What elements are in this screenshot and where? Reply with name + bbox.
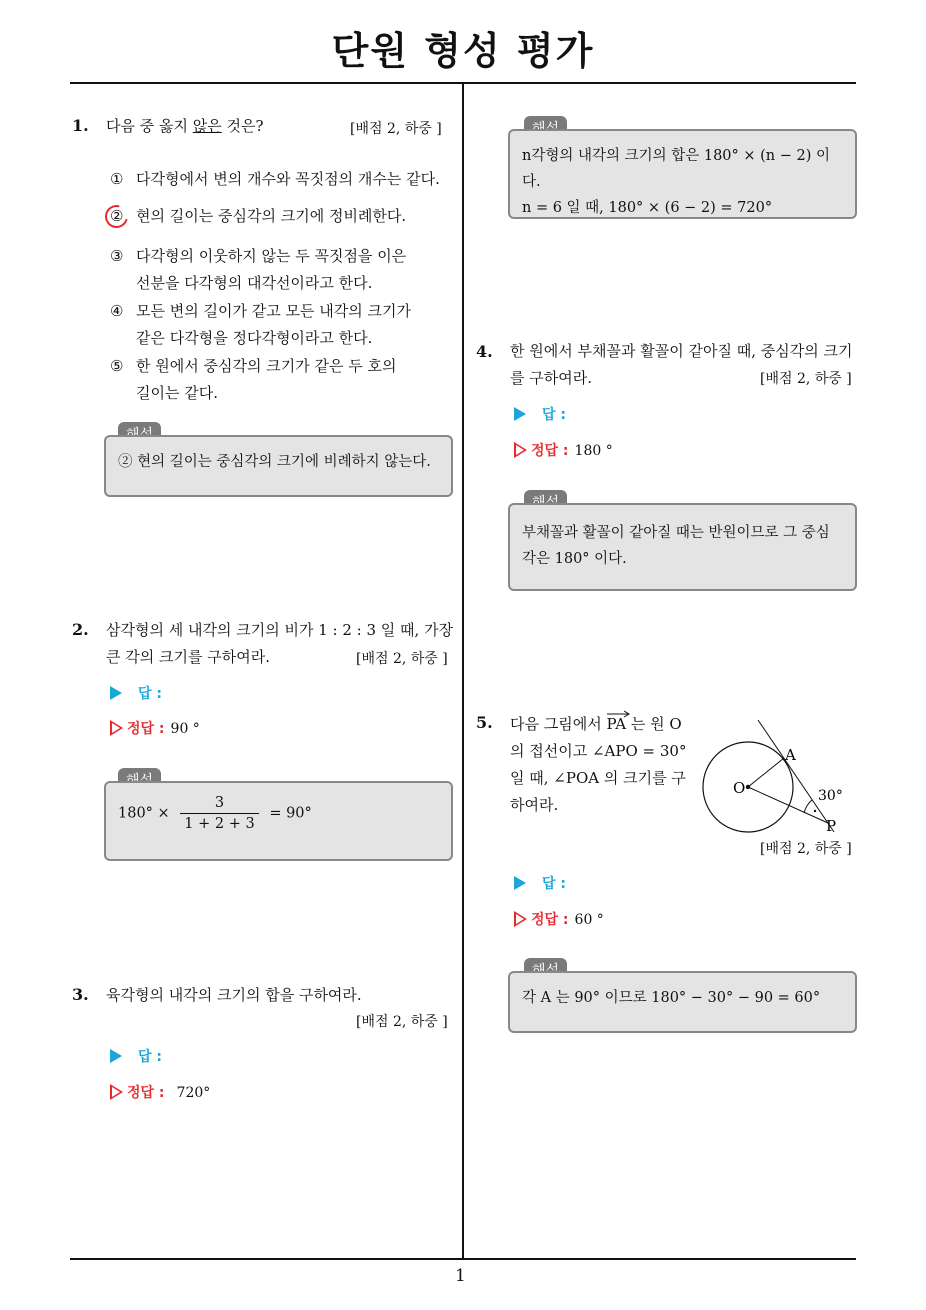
option-2[interactable]: ② 현의 길이는 중심각의 크기에 정비례한다. xyxy=(110,207,407,225)
vector-pa: PA xyxy=(606,715,627,733)
tangent-line xyxy=(758,720,834,832)
option-4[interactable]: ④ 모든 변의 길이가 같고 모든 내각의 크기가 같은 다각형을 정다각형이라고 한다. xyxy=(110,302,411,347)
question-text: 육각형의 내각의 크기의 합을 구하여라. xyxy=(106,986,362,1004)
angle-arc xyxy=(804,800,812,813)
correct-answer: 정답 : 180 ° xyxy=(514,440,613,460)
answer-input-label[interactable]: 답 : xyxy=(110,683,162,703)
explanation-box: 부채꼴과 활꼴이 같아질 때는 반원이므로 그 중심 각은 180° 이다. xyxy=(508,503,857,591)
label-a: A xyxy=(785,746,796,764)
fraction: $\frac{3}{1 + 2 + 3}$ xyxy=(180,793,258,834)
outline-triangle-icon xyxy=(514,442,527,458)
play-icon xyxy=(110,686,122,700)
question-number: 5. xyxy=(476,713,493,732)
page-number: 1 xyxy=(455,1266,466,1286)
vector-arrow-icon xyxy=(606,710,630,718)
answer-input-label[interactable]: 답 : xyxy=(514,873,566,893)
score-label: [배점 2, 하중 ] xyxy=(760,841,852,857)
question-text: 다음 그림에서 PA 는 원 O 의 접선이고 ∠APO = 30° 일 때, ∠POA 의 크기를 구 하여라. xyxy=(510,711,686,819)
explanation-box: ② 현의 길이는 중심각의 크기에 비례하지 않는다. xyxy=(104,435,453,497)
score-label: [배점 2, 하중 ] xyxy=(356,651,448,667)
answer-input-label[interactable]: 답 : xyxy=(514,404,566,424)
question-number: 1. xyxy=(72,116,89,135)
option-3[interactable]: ③ 다각형의 이웃하지 않는 두 꼭짓점을 이은 선분을 다각형의 대각선이라고 한다. xyxy=(110,247,407,292)
outline-triangle-icon xyxy=(514,911,527,927)
score-label: [배점 2, 하중 ] xyxy=(350,121,442,137)
center-point xyxy=(746,785,750,789)
question-number: 4. xyxy=(476,342,493,361)
outline-triangle-icon xyxy=(110,1084,123,1100)
question-number: 3. xyxy=(72,985,89,1004)
option-5[interactable]: ⑤ 한 원에서 중심각의 크기가 같은 두 호의 길이는 같다. xyxy=(110,357,397,402)
correct-answer: 정답 : 720° xyxy=(110,1082,210,1102)
explanation-box: n각형의 내각의 크기의 합은 180° × (n − 2) 이다. n = 6 일 때, 180° × (6 − 2) = 720° xyxy=(508,129,857,219)
question-number: 2. xyxy=(72,620,89,639)
score-label: [배점 2, 하중 ] xyxy=(356,1014,448,1030)
outline-triangle-icon xyxy=(110,720,123,736)
column-divider xyxy=(462,82,464,1260)
score-label: [배점 2, 하중 ] xyxy=(760,371,852,387)
explanation-box: 각 A 는 90° 이므로 180° − 30° − 90 = 60° xyxy=(508,971,857,1033)
label-o: O xyxy=(733,779,746,797)
angle-dot xyxy=(814,810,816,812)
correct-answer: 정답 : 90 ° xyxy=(110,718,200,738)
play-icon xyxy=(110,1049,122,1063)
segment-oa xyxy=(748,758,784,787)
page-title: 단원 형성 평가 xyxy=(331,29,595,73)
label-30: 30° xyxy=(818,788,843,804)
play-icon xyxy=(514,876,526,890)
answer-input-label[interactable]: 답 : xyxy=(110,1046,162,1066)
circle-tangent-figure xyxy=(698,712,864,844)
play-icon xyxy=(514,407,526,421)
question-text: 한 원에서 부채꼴과 활꼴이 같아질 때, 중심각의 크기 를 구하여라. xyxy=(510,342,853,387)
option-1[interactable]: ① 다각형에서 변의 개수와 꼭짓점의 개수는 같다. xyxy=(110,170,440,188)
correct-answer: 정답 : 60 ° xyxy=(514,909,604,929)
label-p: P xyxy=(826,817,837,835)
question-text: 다음 중 옳지 않은 것은? xyxy=(106,117,264,135)
question-text: 삼각형의 세 내각의 크기의 비가 1 : 2 : 3 일 때, 가장 큰 각의 크기를 구하여라. xyxy=(106,621,454,666)
explanation-box: 180° × $\frac{3}{1 + 2 + 3}$ = 90° xyxy=(104,781,453,861)
footer-rule xyxy=(70,1258,856,1260)
